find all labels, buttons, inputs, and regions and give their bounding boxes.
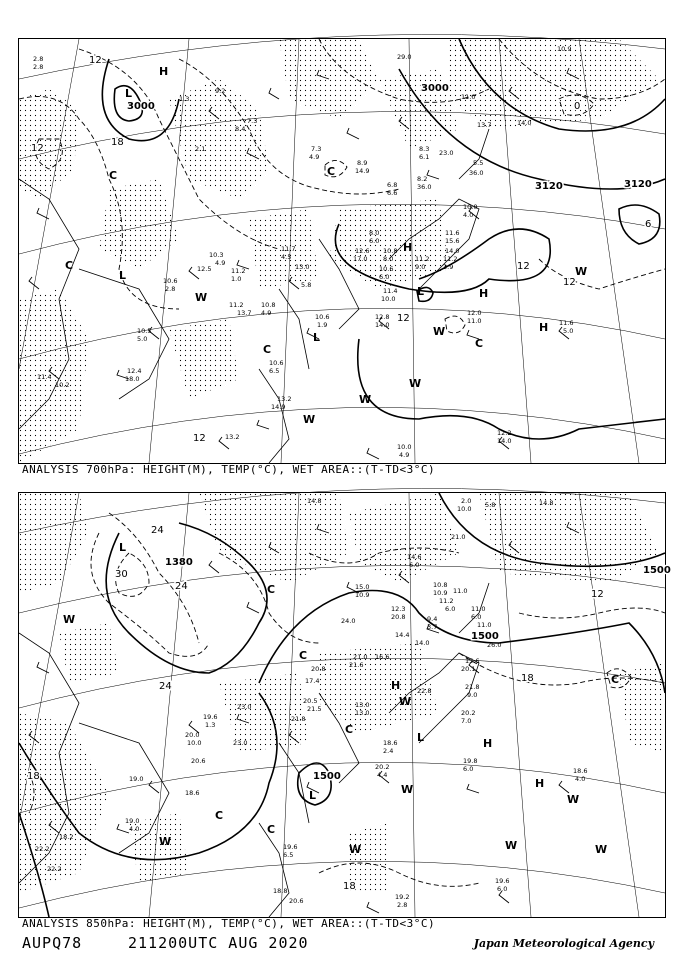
station-observation-value: 21.5 <box>307 705 322 713</box>
station-observation-value: 11.0 <box>477 621 492 629</box>
station-observation-value: 20.0 <box>185 731 200 739</box>
height-contour-label: 1500 <box>643 565 671 576</box>
station-observation-value: 7.3 <box>311 145 322 153</box>
station-observation-value: 9.2 <box>215 87 226 95</box>
station-observation-value: 2.8 <box>33 63 44 71</box>
station-observation-value: 2.8 <box>397 901 408 909</box>
pressure-system-symbol: C <box>267 583 276 596</box>
station-observation-value: 4.9 <box>399 451 410 459</box>
pressure-system-symbol: H <box>479 287 489 300</box>
pressure-system-symbol: C <box>65 259 74 272</box>
pressure-system-symbol: C <box>327 165 336 178</box>
map-700hpa <box>19 39 665 463</box>
station-observation-value: 1.9 <box>317 321 328 329</box>
station-observation-value: 7.0 <box>461 717 472 725</box>
station-observation-value: 15.0 <box>355 583 370 591</box>
station-observation-value: 10.0 <box>381 295 396 303</box>
station-observation-value: 17.0 <box>353 255 368 263</box>
station-observation-value: 21.8 <box>465 683 480 691</box>
pressure-system-symbol: H <box>159 65 169 78</box>
station-observation-value: 24.0 <box>341 617 356 625</box>
station-observation-value: 10.0 <box>457 505 472 513</box>
station-observation-value: 10.6 <box>315 313 330 321</box>
isotherm-label: 24 <box>159 681 172 692</box>
station-observation-value: 3.7 <box>427 623 438 631</box>
station-observation-value: 10.2 <box>55 381 70 389</box>
station-observation-value: 6.0 <box>463 765 474 773</box>
station-observation-value: 18.6 <box>383 739 398 747</box>
station-observation-value: 23.0 <box>439 149 454 157</box>
station-observation-value: 14.0 <box>517 119 532 127</box>
height-contour-label: 1500 <box>313 771 341 782</box>
caption-850hpa: ANALYSIS 850hPa: HEIGHT(M), TEMP(°C), WET AREA::(T-TD<3°C) <box>22 917 436 930</box>
isotherm-label: 18 <box>111 137 124 148</box>
station-observation-value: 4.0 <box>463 211 474 219</box>
station-observation-value: 14.6 <box>407 553 422 561</box>
station-observation-value: 10.8 <box>261 301 276 309</box>
isotherm-label: 18 <box>27 771 40 782</box>
station-observation-value: 6.0 <box>471 613 482 621</box>
station-observation-value: 12.2 <box>497 429 512 437</box>
station-observation-value: 4.4 <box>377 771 388 779</box>
station-observation-value: 10.8 <box>433 581 448 589</box>
station-observation-value: 19.6 <box>283 843 298 851</box>
station-observation-value: 2.4 <box>383 747 394 755</box>
station-observation-value: 10.9 <box>355 591 370 599</box>
station-observation-value: 21.6 <box>349 661 364 669</box>
station-observation-value: 20.5 <box>303 697 318 705</box>
station-observation-value: 11.6 <box>445 229 460 237</box>
station-observation-value: 11.2 <box>231 267 246 275</box>
station-observation-value: 2.0 <box>461 497 472 505</box>
station-observation-value: 6.0 <box>497 885 508 893</box>
station-observation-value: 22.2 <box>47 865 62 873</box>
height-contour-label: 1500 <box>471 631 499 642</box>
station-observation-value: 10.0 <box>397 443 412 451</box>
pressure-system-symbol: W <box>401 783 414 796</box>
station-observation-value: 12.8 <box>375 313 390 321</box>
height-contour-label: 3000 <box>421 83 449 94</box>
station-observation-value: 5.8 <box>301 281 312 289</box>
station-observation-value: 22.8 <box>417 687 432 695</box>
station-observation-value: 12.3 <box>391 605 406 613</box>
pressure-system-symbol: W <box>399 695 412 708</box>
station-observation-value: 23.0 <box>237 703 252 711</box>
station-observation-value: 8.0 <box>383 255 394 263</box>
station-observation-value: 12.4 <box>127 367 142 375</box>
station-observation-value: 14.0 <box>445 247 460 255</box>
bulletin-code: AUPQ78 <box>22 934 83 952</box>
station-observation-value: 10.8 <box>383 247 398 255</box>
station-observation-value: 36.0 <box>469 169 484 177</box>
station-observation-value: 4.9 <box>309 153 320 161</box>
pressure-system-symbol: W <box>433 325 446 338</box>
station-observation-value: 18.6 <box>185 789 200 797</box>
station-observation-value: 5.5 <box>473 159 484 167</box>
pressure-system-symbol: C <box>475 337 484 350</box>
station-observation-value: 13.0 <box>295 263 310 271</box>
station-observation-value: 1.0 <box>231 275 242 283</box>
station-observation-value: 14.0 <box>375 321 390 329</box>
pressure-system-symbol: W <box>303 413 316 426</box>
pressure-system-symbol: W <box>575 265 588 278</box>
pressure-system-symbol: W <box>595 843 608 856</box>
isotherm-label: 18 <box>521 673 534 684</box>
station-observation-value: 5.0 <box>137 335 148 343</box>
station-observation-value: 12.0 <box>467 309 482 317</box>
station-observation-value: 20.8 <box>311 665 326 673</box>
station-observation-value: 19.0 <box>125 817 140 825</box>
analysis-datetime: 211200UTC AUG 2020 <box>128 934 309 952</box>
chart-850hpa <box>18 492 671 918</box>
station-observation-value: 13.7 <box>237 309 252 317</box>
station-observation-value: 14.0 <box>497 437 512 445</box>
station-observation-value: 12.5 <box>197 265 212 273</box>
station-observation-value: 4.0 <box>129 825 140 833</box>
wet-areas <box>19 493 665 893</box>
station-observation-value: 21.8 <box>291 715 306 723</box>
pressure-system-symbol: C <box>267 823 276 836</box>
station-observation-value: 18.2 <box>59 833 74 841</box>
pressure-system-symbol: C <box>299 649 308 662</box>
station-observation-value: 1.3 <box>179 95 190 103</box>
station-observation-value: 10.0 <box>187 739 202 747</box>
isotherm-label: 12 <box>591 589 604 600</box>
station-observation-value: 14.9 <box>355 167 370 175</box>
station-observation-value: 2.1 <box>195 145 206 153</box>
station-observation-value: 18.0 <box>125 375 140 383</box>
isotherm-label: 18 <box>343 881 356 892</box>
isotherm-label: 12 <box>193 433 206 444</box>
pressure-system-symbol: C <box>345 723 354 736</box>
station-observation-value: 10.6 <box>269 359 284 367</box>
station-observation-value: 20.1 <box>461 665 476 673</box>
station-observation-value: 9.0 <box>467 691 478 699</box>
station-observation-value: 19.6 <box>495 877 510 885</box>
station-observation-value: 11.0 <box>461 93 476 101</box>
station-observation-value: 11.0 <box>453 587 468 595</box>
station-observation-value: 6.5 <box>283 851 294 859</box>
station-observation-value: 11.2 <box>439 597 454 605</box>
station-observation-value: 11.2 <box>229 301 244 309</box>
station-observation-value: 23.0 <box>233 739 248 747</box>
height-contour-label: 1380 <box>165 557 193 568</box>
station-observation-value: 10.0 <box>463 203 478 211</box>
station-observation-value: 10.3 <box>209 251 224 259</box>
station-observation-value: 36.0 <box>417 183 432 191</box>
station-observation-value: 20.6 <box>191 757 206 765</box>
station-observation-value: 10.6 <box>379 265 394 273</box>
isotherm-label: 12 <box>517 261 530 272</box>
station-observation-value: 18.8 <box>273 887 288 895</box>
pressure-system-symbol: L <box>417 285 425 298</box>
pressure-system-symbol: W <box>159 835 172 848</box>
station-observation-value: 9.4 <box>427 615 438 623</box>
station-observation-value: 5.8 <box>485 501 496 509</box>
pressure-system-symbol: C <box>263 343 272 356</box>
station-observation-value: 8.0 <box>369 229 380 237</box>
station-observation-value: 11.4 <box>383 287 398 295</box>
isotherm-label: 24 <box>175 581 188 592</box>
station-observation-value: 6.5 <box>269 367 280 375</box>
pressure-system-symbol: W <box>505 839 518 852</box>
station-observation-value: 6.0 <box>409 561 420 569</box>
station-observation-value: 6.8 <box>387 181 398 189</box>
height-contour-label: 3120 <box>624 179 652 190</box>
pressure-system-symbol: L <box>313 331 321 344</box>
height-contour-label: 3120 <box>535 181 563 192</box>
pressure-system-symbol: W <box>63 613 76 626</box>
station-observation-value: 4.9 <box>215 259 226 267</box>
station-observation-value: 10.9 <box>557 45 572 53</box>
station-observation-value: 6.1 <box>419 153 430 161</box>
station-observation-value: 10.9 <box>433 589 448 597</box>
station-observation-value: 14.8 <box>307 497 322 505</box>
station-observation-value: 8.2 <box>417 175 428 183</box>
pressure-system-symbol: W <box>195 291 208 304</box>
station-observation-value: 2.8 <box>165 285 176 293</box>
pressure-system-symbol: H <box>535 777 545 790</box>
station-observation-value: 13.2 <box>277 395 292 403</box>
station-observation-value: 11.6 <box>559 319 574 327</box>
isotherm-label: 30 <box>115 569 128 580</box>
isotherm-label: 12 <box>89 55 102 66</box>
pressure-system-symbol: L <box>119 541 127 554</box>
station-observation-value: 20.6 <box>289 897 304 905</box>
pressure-system-symbol: L <box>417 731 425 744</box>
station-observation-value: 22.2 <box>35 845 50 853</box>
pressure-system-symbol: W <box>567 793 580 806</box>
isotherm-label: 12 <box>31 143 44 154</box>
station-observation-value: 5.0 <box>563 327 574 335</box>
station-observation-value: 10.5 <box>137 327 152 335</box>
pressure-system-symbol: L <box>309 789 317 802</box>
station-observation-value: 21.0 <box>353 653 368 661</box>
station-observation-value: 3.9 <box>443 263 454 271</box>
station-observation-value: 19.8 <box>463 757 478 765</box>
station-observation-value: 8.9 <box>357 159 368 167</box>
station-observation-value: 19.0 <box>129 775 144 783</box>
station-observation-value: 7.3 <box>247 117 258 125</box>
pressure-system-symbol: H <box>403 241 413 254</box>
station-observation-value: 14.8 <box>539 499 554 507</box>
station-observation-value: 19.2 <box>395 893 410 901</box>
station-observation-value: 14.4 <box>395 631 410 639</box>
station-observation-value: 13.2 <box>225 433 240 441</box>
station-observation-value: 6.0 <box>445 605 456 613</box>
pressure-system-symbol: H <box>539 321 549 334</box>
station-observation-value: 6.0 <box>369 237 380 245</box>
caption-700hpa: ANALYSIS 700hPa: HEIGHT(M), TEMP(°C), WET AREA::(T-TD<3°C) <box>22 463 436 476</box>
station-observation-value: 13.0 <box>355 701 370 709</box>
map-850hpa <box>19 493 671 917</box>
station-observation-value: 6.6 <box>387 189 398 197</box>
station-observation-value: 2.8 <box>33 55 44 63</box>
station-observation-value: 14.0 <box>415 639 430 647</box>
station-observation-value: 4.5 <box>281 253 292 261</box>
station-observation-value: 9.0 <box>415 263 426 271</box>
isotherm-label: 24 <box>151 525 164 536</box>
isotherm-label: 0 <box>574 101 581 112</box>
station-observation-value: 1.3 <box>205 721 216 729</box>
station-observation-value: 20.2 <box>461 709 476 717</box>
station-observation-value: 29.0 <box>397 53 412 61</box>
isotherm-label: 6 <box>645 219 652 230</box>
station-observation-value: 11.0 <box>467 317 482 325</box>
pressure-system-symbol: C <box>611 673 620 686</box>
station-observation-value: 12.6 <box>355 247 370 255</box>
station-observation-value: 4.9 <box>261 309 272 317</box>
station-observation-value: 21.0 <box>451 533 466 541</box>
chart-700hpa <box>18 38 666 464</box>
pressure-system-symbol: H <box>391 679 401 692</box>
isotherm-label: 12 <box>563 277 576 288</box>
station-observation-value: 8.4 <box>235 125 246 133</box>
station-observation-value: 4.0 <box>575 775 586 783</box>
station-observation-value: 16.6 <box>375 653 390 661</box>
station-observation-value: 13.0 <box>355 709 370 717</box>
station-observation-value: 11.2 <box>415 255 430 263</box>
station-observation-value: 11.4 <box>37 373 52 381</box>
pressure-system-symbol: L <box>119 269 127 282</box>
station-observation-value: 20.8 <box>391 613 406 621</box>
station-observation-value: 15.6 <box>465 657 480 665</box>
isotherm-label: 12 <box>397 313 410 324</box>
station-observation-value: 15.6 <box>445 237 460 245</box>
pressure-system-symbol: H <box>483 737 493 750</box>
station-observation-value: 26.0 <box>487 641 502 649</box>
station-observation-value: 10.6 <box>163 277 178 285</box>
pressure-system-symbol: W <box>359 393 372 406</box>
station-observation-value: 11.2 <box>443 255 458 263</box>
pressure-system-symbol: C <box>215 809 224 822</box>
station-observation-value: 8.3 <box>419 145 430 153</box>
station-observation-value: 17.4 <box>305 677 320 685</box>
station-observation-value: 11.0 <box>471 605 486 613</box>
height-contour-label: 3000 <box>127 101 155 112</box>
station-observation-value: 11.7 <box>281 245 296 253</box>
pressure-system-symbol: W <box>409 377 422 390</box>
station-observation-value: 20.2 <box>375 763 390 771</box>
pressure-system-symbol: L <box>125 87 133 100</box>
pressure-system-symbol: C <box>109 169 118 182</box>
agency-name: Japan Meteorological Agency <box>473 937 654 950</box>
pressure-system-symbol: W <box>349 843 362 856</box>
station-observation-value: 14.9 <box>271 403 286 411</box>
station-observation-value: 6.0 <box>379 273 390 281</box>
station-observation-value: 13.7 <box>477 121 492 129</box>
station-observation-value: 19.6 <box>203 713 218 721</box>
station-observation-value: 18.6 <box>573 767 588 775</box>
